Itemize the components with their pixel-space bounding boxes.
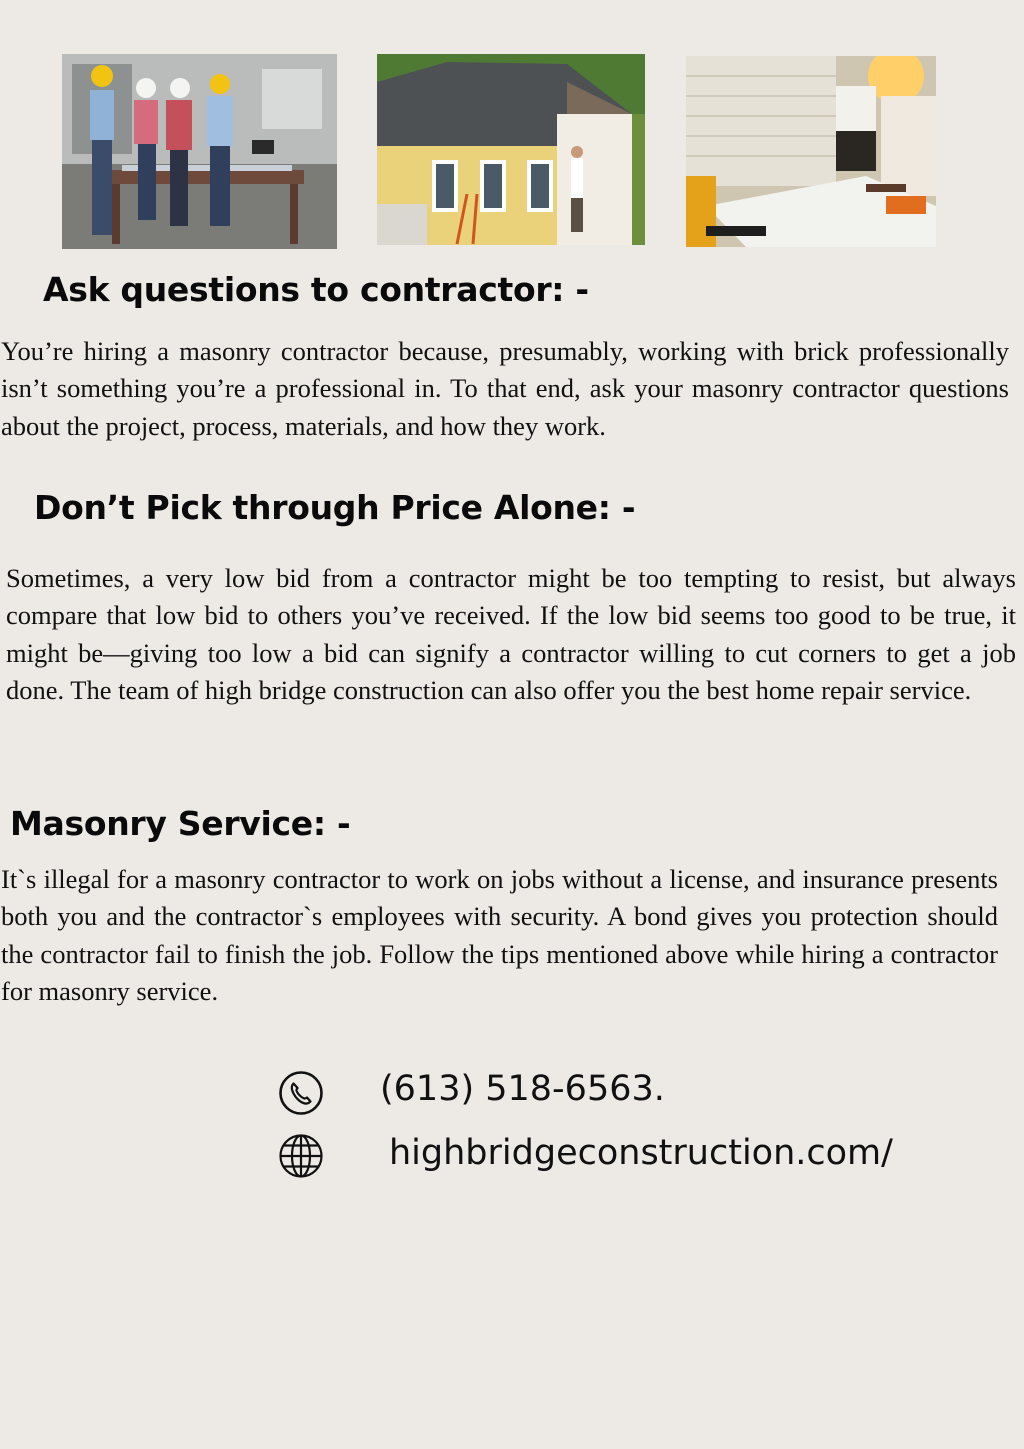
section-body-ask-questions: You’re hiring a masonry contractor because, presumably, working with brick professionally isn’t something you’re a professional in. To that end, ask your masonry contractor questions about the project, process, materials, and how they work. (1, 336, 1009, 441)
section-body-price: Sometimes, a very low bid from a contractor might be too tempting to resist, but always compare that low bid to others you’ve received. If the low bid seems too good to be true, it might be—giving too low a bid can signify a contractor willing to cut corners to get a job done. The team of high bridge construction can also offer you the best home repair service. (6, 563, 1016, 705)
section-heading-price: Don’t Pick through Price Alone: - (34, 488, 636, 527)
globe-icon (278, 1133, 324, 1179)
house-repair-photo (377, 54, 645, 245)
section-heading-masonry-service: Masonry Service: - (10, 804, 351, 843)
phone-icon (278, 1070, 324, 1116)
section-body-masonry-service: It`s illegal for a masonry contractor to work on jobs without a license, and insurance presents both you and the contractor`s employees with security. A bond gives you protection should the contractor fail to finish the job. Follow the tips mentioned above while hiring a contractor for masonry service. (1, 864, 998, 1006)
contractors-at-table-photo (62, 54, 337, 249)
section-heading-ask-questions: Ask questions to contractor: - (43, 270, 589, 309)
blueprint-tools-photo (686, 56, 936, 247)
phone-number[interactable]: (613) 518-6563. (380, 1069, 665, 1109)
website-link[interactable]: highbridgeconstruction.com/ (389, 1133, 893, 1173)
